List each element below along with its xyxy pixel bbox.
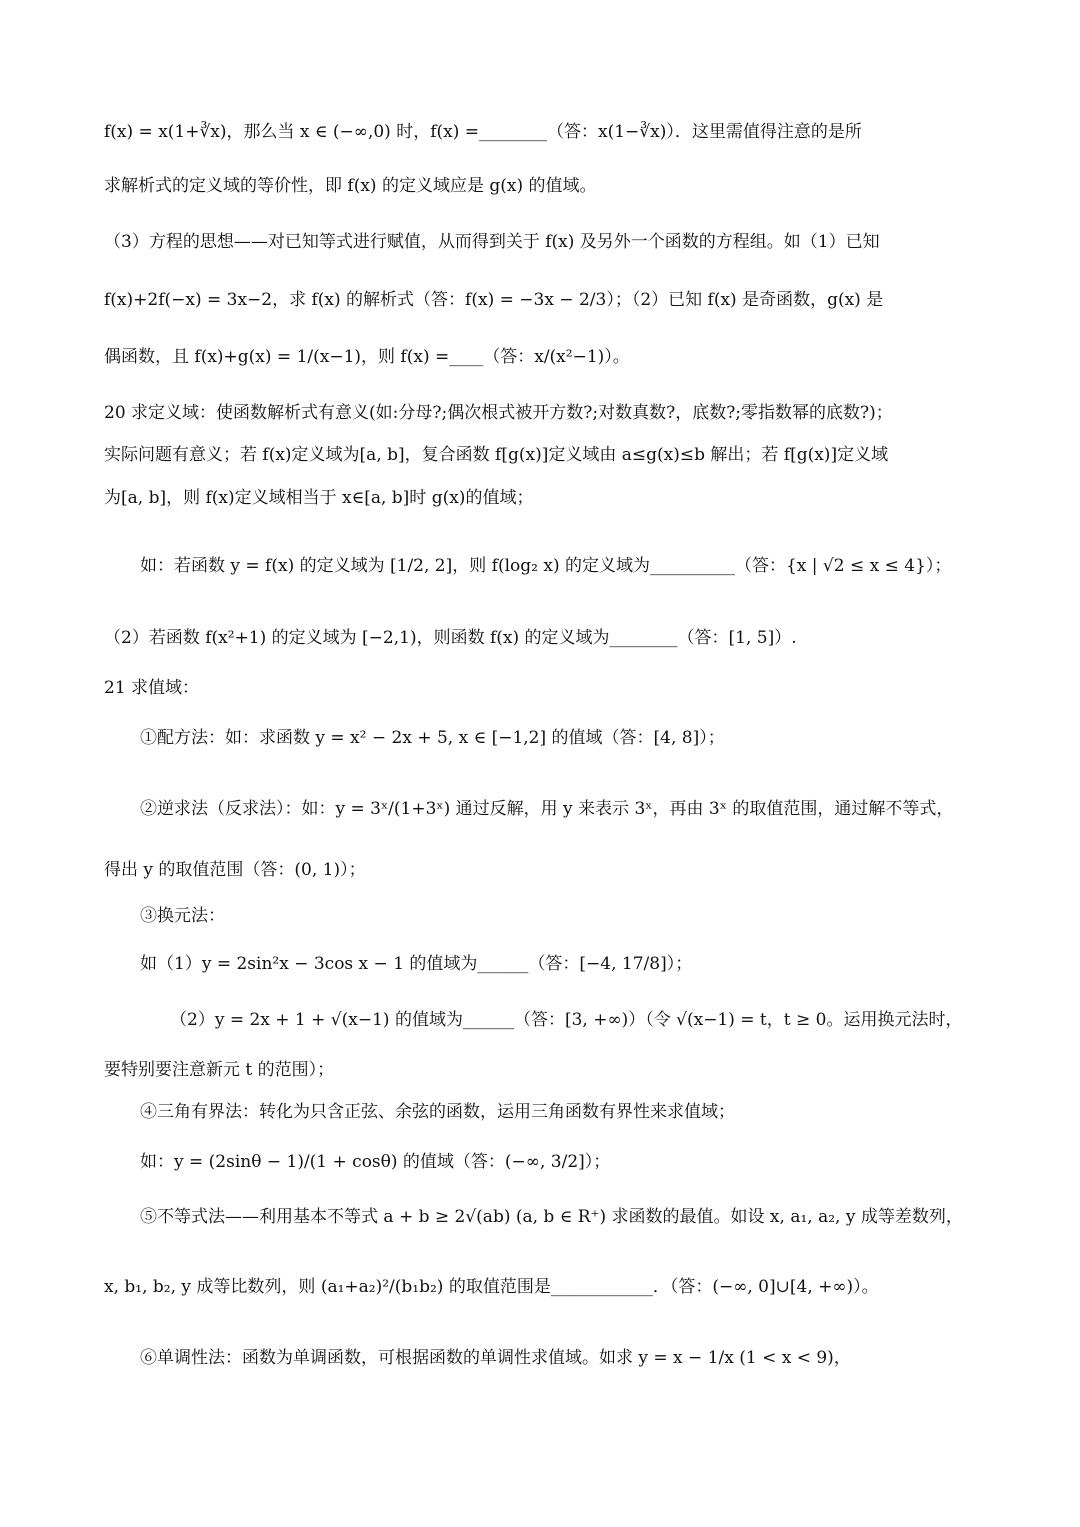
- text-line: ①配方法：如：求函数 y = x² − 2x + 5, x ∈ [−1,2] 的值域（答：[4, 8]）；: [140, 728, 725, 748]
- text-line: ②逆求法（反求法）：如：y = 3ˣ/(1+3ˣ) 通过反解，用 y 来表示 3ˣ，再由 3ˣ 的取值范围，通过解不等式，: [140, 799, 954, 819]
- text-line: 为[a, b]，则 f(x)定义域相当于 x∈[a, b]时 g(x)的值域；: [104, 488, 534, 508]
- text-line: （3）方程的思想——对已知等式进行赋值，从而得到关于 f(x) 及另外一个函数的方程组。如（1）已知: [104, 232, 880, 252]
- text-line: 实际问题有意义；若 f(x)定义域为[a, b]，复合函数 f[g(x)]定义域由 a≤g(x)≤b 解出；若 f[g(x)]定义域: [104, 445, 889, 465]
- text-line: （2）若函数 f(x²+1) 的定义域为 [−2,1)，则函数 f(x) 的定义域为________（答：[1, 5]）.: [104, 628, 797, 648]
- text-line: 求解析式的定义域的等价性，即 f(x) 的定义域应是 g(x) 的值域。: [104, 176, 597, 196]
- text-line: f(x)+2f(−x) = 3x−2，求 f(x) 的解析式（答：f(x) = −3x − 2/3）；（2）已知 f(x) 是奇函数，g(x) 是: [104, 290, 884, 310]
- text-line: ④三角有界法：转化为只含正弦、余弦的函数，运用三角函数有界性来求值域；: [140, 1102, 735, 1122]
- text-line: （2）y = 2x + 1 + √(x−1) 的值域为______（答：[3, +∞)）（令 √(x−1) = t，t ≥ 0。运用换元法时，: [170, 1010, 963, 1030]
- text-line: x, b₁, b₂, y 成等比数列，则 (a₁+a₂)²/(b₁b₂) 的取值范围是____________．（答：(−∞, 0]∪[4, +∞)）。: [104, 1277, 879, 1297]
- text-line: 偶函数，且 f(x)+g(x) = 1/(x−1)，则 f(x) =____（答：x/(x²−1)）。: [104, 347, 630, 367]
- text-line: 如：若函数 y = f(x) 的定义域为 [1/2, 2]，则 f(log₂ x) 的定义域为__________（答：{x | √2 ≤ x ≤ 4}）；: [140, 556, 952, 576]
- text-line: f(x) = x(1+∛x)，那么当 x ∈ (−∞,0) 时，f(x) =________（答：x(1−∛x)）．这里需值得注意的是所: [104, 122, 862, 142]
- text-line: ⑥单调性法：函数为单调函数，可根据函数的单调性求值域。如求 y = x − 1/x (1 < x < 9)，: [140, 1348, 851, 1368]
- text-line: 得出 y 的取值范围（答：(0, 1)）；: [104, 860, 366, 880]
- section-heading: 21 求值域：: [104, 678, 200, 698]
- text-line: 要特别要注意新元 t 的范围）；: [104, 1060, 335, 1080]
- text-line: 20 求定义域：使函数解析式有意义(如:分母?;偶次根式被开方数?;对数真数?，底数?;零指数幂的底数?)；: [104, 403, 893, 423]
- text-line: 如：y = (2sinθ − 1)/(1 + cosθ) 的值域（答：(−∞, 3/2]）；: [140, 1152, 611, 1172]
- text-line: ⑤不等式法——利用基本不等式 a + b ≥ 2√(ab) (a, b ∈ R⁺) 求函数的最值。如设 x, a₁, a₂, y 成等差数列，: [140, 1207, 963, 1227]
- text-line: 如（1）y = 2sin²x − 3cos x − 1 的值域为______（答：[−4, 17/8]）；: [140, 954, 693, 974]
- text-line: ③换元法：: [140, 906, 225, 926]
